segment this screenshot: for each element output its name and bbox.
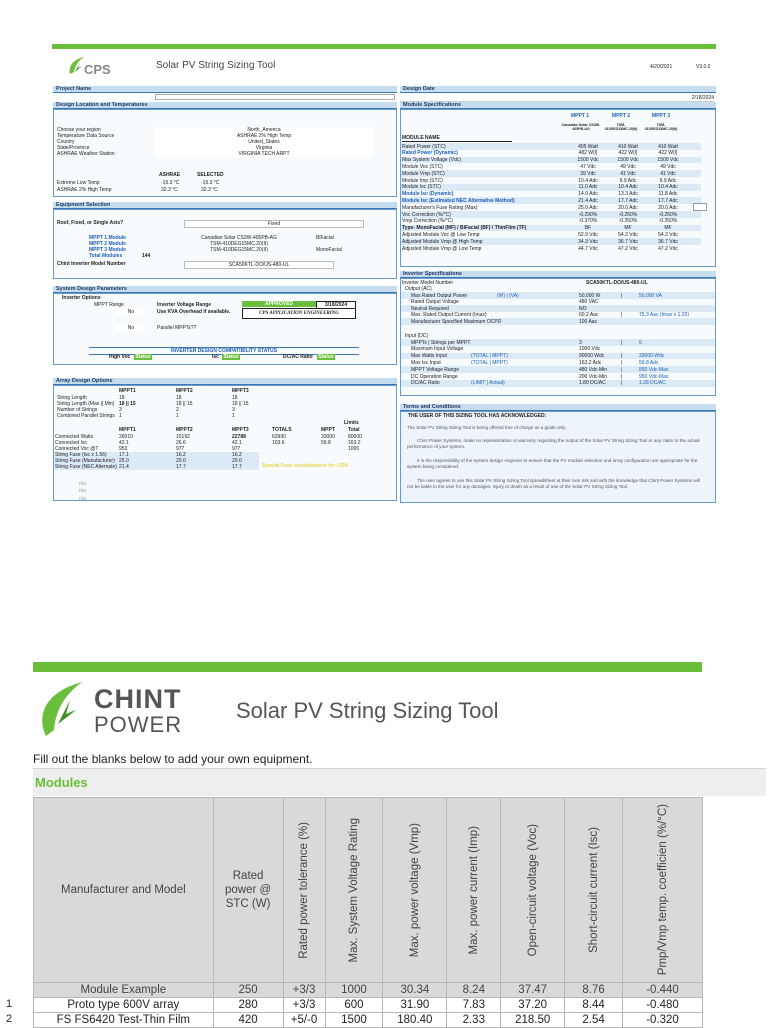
mppt2-module-select[interactable]: TSM-410DEG15MC.20(II) — [210, 241, 268, 247]
inv-ac-cell: 50,000 W — [579, 292, 601, 299]
inv-dc-cell: | — [621, 359, 623, 366]
module-spec-value: MF — [624, 225, 632, 232]
bottom-title: Solar PV String Sizing Tool — [236, 698, 499, 723]
module-spec-value: 47 Vdc — [580, 163, 596, 170]
array-col2-header: TOTALS — [272, 427, 292, 433]
module-spec-label: Module Imp (STC) — [402, 177, 443, 184]
chint-logo-line2: POWER — [94, 712, 183, 737]
inv-dc-cell: Max Watts Input — [411, 353, 447, 360]
inv-dc-cell: 480 Vdc-Min — [579, 366, 608, 373]
dcac-status: Status — [318, 354, 334, 360]
mount-select[interactable]: Fixed — [184, 220, 364, 228]
inv-dc-cell: MPPT Voltage Range — [411, 366, 459, 373]
inv-ac-cell: 100 Aac — [579, 318, 598, 325]
station-select[interactable]: VIRGINIA TECH ARPT — [154, 151, 374, 157]
module-spec-value: 49 Vdc — [620, 163, 636, 170]
array-col2-header: MPPT3 — [232, 427, 249, 433]
array-cell: String Length — [57, 395, 87, 401]
inv-ac-cell: (W) | (VA) — [497, 292, 519, 299]
module-spec-value: 1500 Vdc — [577, 157, 599, 164]
module-spec-value: 10.4 Adc — [658, 184, 678, 191]
module-cell[interactable]: 420 — [213, 1013, 283, 1028]
module-spec-value: 11.0 Adc — [578, 184, 598, 191]
module-spec-value: -0.350% — [618, 218, 638, 225]
array-cell2: 17.7 — [176, 464, 186, 470]
array-cell[interactable]: 2 — [176, 407, 179, 413]
module-cell: +3/3 — [283, 983, 325, 998]
module-spec-value: 36.7 Vdc — [658, 238, 678, 245]
module-cell: 8.24 — [447, 983, 501, 998]
modules-table — [33, 797, 703, 1028]
module-spec-value: 25.0 Adc — [578, 204, 598, 211]
modules-table-header: Manufacturer and Model Rated power @ STC (W) Rated power tolerance (%) Max. System Voltage Rating Max. power voltage (Vmp) Max. power current (Imp) Open-circuit voltage (Voc) Short-circuit current (Isc) Pmp/Vmp temp. coefficien (%/°C) — [34, 798, 703, 983]
module-spec-label: Module Voc (STC) — [402, 163, 443, 170]
mppt3-module-select[interactable]: TSM-410DEG15MC.20(II) — [210, 247, 268, 253]
inv-dc-cell: 33000 Wdc — [639, 353, 665, 360]
module-cell[interactable]: 37.20 — [501, 998, 565, 1013]
system-box: Inverter Options MPPT Range No Inverter Voltage Range Use KVA Overhead if available. APPROVED 3/18/2024 CPS APPLICATION ENGINEERING No Parallel MPPTs?? INVERTER DESIGN COMPATIBILITY STATUS High Voc Status Isc Status DC/AC Ratio Status — [53, 293, 397, 365]
cps-logo-text: CPS — [84, 62, 111, 77]
top-version: V3.0.0 — [696, 64, 711, 70]
array-col2-header: Total — [348, 427, 360, 433]
inv-dc-cell: (TOTAL | MPPT) — [471, 359, 508, 366]
project-name-input[interactable] — [155, 94, 395, 100]
module-spec-value: MF — [664, 225, 672, 232]
inv-ac-cell: 75.3 Aac (Imax x 1.25) — [639, 312, 690, 318]
module-cell[interactable]: 280 — [213, 998, 283, 1013]
module-spec-value: 410 Watt — [618, 143, 638, 150]
module-spec-value: -0.350% — [658, 218, 678, 225]
inv-dc-cell: Max Isc Input — [411, 359, 441, 366]
module-spec-value: 41 Vdc — [620, 170, 636, 177]
inv-dc-cell: | — [621, 380, 623, 387]
module-cell[interactable]: FS FS6420 Test-Thin Film — [34, 1013, 214, 1028]
bottom-green-bar — [33, 662, 702, 672]
array-cell2: 17.7 — [232, 464, 242, 470]
module-spec-value: 422 W(l) — [658, 150, 678, 157]
module-cell[interactable]: -0.480 — [623, 998, 703, 1013]
inv-ac-cell: 480 VAC — [579, 299, 599, 305]
module-spec-label: Type- MonoFacial (MF) / BiFacial (BF) / ThinFilm (TF) — [402, 225, 527, 232]
module-spec-label: Vmp Correction (%/°C) — [402, 218, 453, 225]
module-spec-value: 47.2 Vdc — [618, 245, 638, 252]
module-cell[interactable]: +3/3 — [283, 998, 325, 1013]
module-spec-value: 17.7 Adc — [658, 197, 678, 204]
inv-dc-row-bg — [401, 353, 715, 360]
array-cell2: 977 — [176, 446, 185, 452]
chint-logo — [36, 680, 186, 740]
array-cell2: 16.2 — [176, 452, 186, 458]
inv-dc-cell: MPPTs | Strings per MPPT — [411, 339, 471, 346]
array-cell[interactable]: 18 — [119, 395, 125, 401]
module-spec-value: 20.0 Adc — [618, 204, 638, 211]
module-spec-value: 13.3 Adc — [618, 191, 638, 198]
inv-ac-cell: Manufacturer Specified Maximum OCPD — [411, 318, 502, 325]
module-spec-header: Module Specifications — [400, 102, 716, 109]
inv-ac-cell: Max Rated Output Power — [411, 292, 468, 299]
location-header: Design Location and Temperatures — [53, 102, 397, 109]
design-date-input[interactable]: 2/18/2024 — [400, 95, 714, 102]
module-cell: 1000 — [325, 983, 383, 998]
module-spec-value: 54.3 Vdc — [618, 231, 638, 238]
inv-dc-cell: 1000 Vdc — [579, 346, 601, 353]
inv-ac-cell: Neutral Required — [411, 305, 449, 312]
inverter-spec-box: Inverter Model Number SCA50KTL-DO/US-480-UL Output (AC) Max Rated Output Power (W) | (VA) 50,000 W | 50,000 VA Rated Output Voltage 480 VAC Neutral Required NO Max. Rated Output Current (Imax) 60.2 Aac | 75.3 Aac (Imax x 1.25) Manufacturer Specified Maximum OCPD 100 Aac Input (DC) MPPTs | Strings per MPPT 3 | 5 Maximum Input Voltage 1000 Vdc Max Watts Input (TOTAL | MPPT) 90000 Wdc | 33000 Wdc Max Isc Input (TOTAL | MPPT) 163.2 Adc | 59.8 Adc MPPT Voltage Range 480 Vdc-Min | 850 Vdc-Max DC Operation Range 200 Vdc-Min | 950 Vdc-Max DC/AC Ratio (LIMIT | Actual) 1.80 DC/AC | 1.28 DC/AC — [400, 278, 716, 396]
array-cell2: 21.4 — [119, 464, 129, 470]
module-spec-value: -0.290% — [578, 211, 598, 218]
inv-dc-cell: | — [621, 339, 623, 346]
module-cell[interactable]: 180.40 — [383, 1013, 447, 1028]
module-cell[interactable]: 2.54 — [565, 1013, 623, 1028]
array-cell[interactable]: 1 — [119, 413, 122, 419]
array-col2-header: MPPT2 — [176, 427, 193, 433]
inv-dc-cell: 59.8 Adc — [639, 359, 659, 366]
module-spec-value: 405 Watt — [578, 143, 598, 150]
array-cell[interactable]: 18 || 15 — [176, 401, 193, 407]
module-spec-value: 9.9 Adc — [619, 177, 637, 184]
array-cell2: 103.6 — [272, 440, 285, 446]
array-cell2: 22788 — [232, 434, 246, 440]
mppt-range-select[interactable]: No — [116, 309, 146, 315]
region-select[interactable]: North_America — [154, 127, 374, 133]
inv-ac-cell: Rated Output Voltage — [411, 299, 459, 305]
equipment-box: Roof, Fixed, or Single Axis? Fixed MPPT 1 Module MPPT 2 Module MPPT 3 Module Canadian Solar CS3W-405PB-AG TSM-410DEG15MC.20(II) TSM-410DEG15MC.20(II) BiFacial MonoFacial Total Modules 144 Chint Inverter Model Number SCA50KTL-DO/US-480-UL — [53, 209, 397, 279]
array-cell2: 15192 — [176, 434, 190, 440]
inv-dc-row-bg — [401, 359, 715, 366]
inv-dc-cell: | — [621, 366, 623, 373]
state-select[interactable]: Virginia — [154, 145, 374, 151]
module-spec-label: Max System Voltage (Vdc) — [402, 157, 461, 164]
inv-ac-cell: | — [621, 292, 623, 299]
country-select[interactable]: United_States — [154, 139, 374, 145]
array-cell2: 20.0 — [232, 458, 242, 464]
array-cell2: 42.1 — [119, 440, 129, 446]
module-spec-label: Adjusted Module Vmp @ High Temp — [402, 238, 483, 245]
array-cell[interactable]: 3 — [119, 407, 122, 413]
inv-ac-cell: 50,000 VA — [639, 292, 662, 299]
module-spec-label: Manufacturer's Fuse Rating (Max) — [402, 204, 478, 211]
module-spec-value: 52.9 Vdc — [578, 231, 598, 238]
inv-dc-cell: | — [621, 373, 623, 380]
project-name-header: Project Name — [53, 86, 397, 93]
array-cell[interactable]: 18 || 15 — [232, 401, 249, 407]
isc-status: Status — [223, 354, 239, 360]
array-cell2: String Fuse (Isc x 1.56) — [55, 452, 107, 458]
module-cell[interactable]: +5/-0 — [283, 1013, 325, 1028]
array-cell2: 977 — [232, 446, 241, 452]
inv-dc-cell: 200 Vdc-Min — [579, 373, 608, 380]
module-spec-label: Rated Power (Dynamic) — [402, 150, 458, 157]
design-date-header: Design Date — [400, 86, 716, 93]
inv-dc-cell: 90000 Wdc — [579, 353, 605, 360]
array-cell2: 33000 — [321, 434, 335, 440]
array-cell2: Connected Watts — [55, 434, 94, 440]
array-cell2: 26010 — [119, 434, 133, 440]
engineering-stamp: CPS APPLICATION ENGINEERING — [242, 308, 356, 319]
inv-dc-cell: Maximum Input Voltage — [411, 346, 464, 353]
module-spec-value: 10.4 Adc — [578, 177, 598, 184]
module-spec-value: 41 Vdc — [660, 170, 676, 177]
module-row — [34, 998, 703, 1013]
array-cell: Combined Parallel Strings — [57, 413, 115, 419]
row-number: 1 — [6, 997, 13, 1010]
module-spec-value: 49 Vdc — [660, 163, 676, 170]
module-cell[interactable]: -0.320 — [623, 1013, 703, 1028]
module-spec-value: 20.0 Adc — [658, 204, 678, 211]
inv-dc-cell: DC Operation Range — [411, 373, 458, 380]
array-col2-header: MPPT1 — [119, 427, 136, 433]
location-box: Choose your region Temperature Data Source Country State/Province ASHRAE Weather Station North_America ASHRAE 2% High Temp United_States Virginia VIRGINIA TECH ARPT ASHRAE SELECTED Extreme Low Temp -15.3 °C -15.3 °C ASHRAE 2% High Temp 32.3 °C 32.3 °C — [53, 109, 397, 197]
array-cell2: 16.2 — [232, 452, 242, 458]
module-spec-value: 10.4 Adc — [618, 184, 638, 191]
module-spec-value: 1500 Vdc — [617, 157, 639, 164]
module-spec-value: 34.3 Vdc — [578, 238, 598, 245]
array-cell2: 42.1 — [232, 440, 242, 446]
module-spec-value: 44.7 Vdc — [578, 245, 598, 252]
module-spec-note-box[interactable] — [693, 203, 707, 211]
inv-dc-cell: DC/AC Ratio — [411, 380, 440, 387]
module-cell[interactable]: 600 — [325, 998, 383, 1013]
array-header: Array Design Options — [53, 378, 397, 385]
module-cell: -0.440 — [623, 983, 703, 998]
module-cell: Module Example — [34, 983, 214, 998]
array-cell: Number of Strings — [57, 407, 98, 413]
array-cell2: 25.0 — [119, 458, 129, 464]
array-cell2: 59.8 — [321, 440, 331, 446]
array-cell: String Length (Max || Min) — [57, 401, 115, 407]
module-spec-box: MPPT 1 MPPT 2 MPPT 3 Canadian Solar CS3W-405PB-AG TSM-410DEG15MC.20(II) TSM-410DEG15MC.20(II) MODULE NAME Rated Power (STC) 405 Watt 410 Watt 410 Watt Rated Power (Dynamic) 482 W(l) 422 W(l) 422 W(l) Max System Voltage (Vdc) 1500 Vdc 1500 Vdc 1500 Vdc Module Voc (STC) 47 Vdc 49 Vdc 49 Vdc Module Vmp (STC) 39 Vdc 41 Vdc 41 Vdc Module Imp (STC) 10.4 Adc 9.9 Adc 9.9 Adc Module Isc (STC) 11.0 Adc 10.4 Adc 10.4 Adc Module Isc (Dynamic) 14.0 Adc 13.3 Adc 11.8 Adc Module Isc (Estimated NEC Alternative Method) 21.4 Adc 17.7 Adc 17.7 Adc Manufacturer's Fuse Rating (Max) 25.0 Adc 20.0 Adc 20.0 Adc Voc Correction (%/°C) -0.290% -0.250% -0.250% Vmp Correction (%/°C) -0.370% -0.350% -0.350% Type- MonoFacial (MF) / BiFacial (BF) / ThinFilm (TF) BF MF MF Adjusted Module Voc @ Low Temp 52.9 Vdc 54.3 Vdc 54.3 Vdc Adjusted Module Vmp @ High Temp 34.3 Vdc 36.7 Vdc 36.7 Vdc Adjusted Module Vmp @ Low Temp 44.7 Vdc 47.2 Vdc 47.2 Vdc — [400, 109, 716, 267]
array-cell[interactable]: 1 — [232, 413, 235, 419]
module-spec-value: 21.4 Adc — [578, 197, 598, 204]
module-spec-value: 410 Watt — [658, 143, 678, 150]
module-spec-label: Module Isc (Dynamic) — [402, 191, 454, 198]
module-cell[interactable]: 8.44 — [565, 998, 623, 1013]
module-cell[interactable]: 2.33 — [447, 1013, 501, 1028]
array-cell2: 953 — [119, 446, 128, 452]
inverter-spec-header: Inverter Specifications — [400, 271, 716, 278]
module-cell: 250 — [213, 983, 283, 998]
array-cell[interactable]: 3 — [232, 407, 235, 413]
array-box: MPPT1 MPPT2 MPPT3 String Length 18 18 18 String Length (Max || Min) 18 || 15 18 || 15 18 || 15 Number of Strings 3 2 3 Combined Parallel Strings 1 1 1 Limits MPPT1 MPPT2 MPPT3 TOTALS MPPT Total Connected Watts 26010 15192 22788 63990 33000 80000 Connected Isc 42.1 26.6 42.1 103.6 59.8 163.2 Connected Voc @T 953 977 977 1000 String Fuse (Isc x 1.56) 17.1 16.2 16.2 String Fuse (Manufacturer) 25.0 20.0 20.0 String Fuse (NEC Alternate) 21.4 17.7 17.7 Special Fuse consideration for +30A n/a n/a n/a — [53, 385, 397, 501]
mppt1-module-select[interactable]: Canadian Solar CS3W-405PB-AG — [201, 235, 277, 241]
array-col2-header: MPPT — [321, 427, 335, 433]
high-voc-status: Status — [135, 354, 151, 360]
inv-dc-cell: (LIMIT | Actual) — [471, 380, 505, 387]
module-cell[interactable]: 218.50 — [501, 1013, 565, 1028]
top-title: Solar PV String Sizing Tool — [156, 60, 276, 71]
module-spec-label: Rated Power (STC) — [402, 143, 446, 150]
inv-dc-cell: 1.28 DC/AC — [639, 380, 666, 387]
module-spec-label: Adjusted Module Voc @ Low Temp — [402, 231, 480, 238]
chint-logo-line1: CHINT — [94, 684, 182, 714]
module-cell: 30.34 — [383, 983, 447, 998]
bottom-instruction: Fill out the blanks below to add your own equipment. — [33, 752, 313, 766]
module-spec-value: 36.7 Vdc — [618, 238, 638, 245]
array-cell2: 80000 — [348, 434, 362, 440]
module-spec-value: 422 W(l) — [618, 150, 638, 157]
module-spec-value: 9.9 Adc — [659, 177, 677, 184]
module-spec-value: -0.250% — [658, 211, 678, 218]
array-cell[interactable]: 18 — [176, 395, 182, 401]
module-cell: 37.47 — [501, 983, 565, 998]
module-spec-label: Module Isc (STC) — [402, 184, 441, 191]
array-cell2: 63990 — [272, 434, 286, 440]
module-spec-value: 17.7 Adc — [618, 197, 638, 204]
modules-section-header: Modules — [33, 768, 766, 796]
top-date: 4/20/2021 — [650, 64, 673, 70]
inv-ac-cell: Max. Rated Output Current (Imax) — [411, 312, 487, 318]
module-cell[interactable]: Proto type 600V array — [34, 998, 214, 1013]
module-spec-value: 482 W(l) — [578, 150, 598, 157]
inv-dc-cell: 163.2 Adc — [579, 359, 602, 366]
module-cell[interactable]: 7.83 — [447, 998, 501, 1013]
cps-logo — [66, 56, 126, 78]
array-cell2: 1000 — [348, 446, 360, 452]
inv-dc-cell: | — [621, 353, 623, 360]
module-row — [34, 1013, 703, 1028]
module-spec-value: 47.2 Vdc — [658, 245, 678, 252]
module-spec-label: Module Isc (Estimated NEC Alternative Method) — [402, 197, 515, 204]
module-spec-label: Voc Correction (%/°C) — [402, 211, 451, 218]
module-row — [34, 983, 703, 998]
top-green-bar — [52, 44, 716, 49]
inv-dc-row-bg — [401, 380, 715, 387]
terms-header: Terms and Conditions — [400, 404, 716, 411]
equipment-header: Equipment Selection — [53, 202, 397, 209]
array-cell[interactable]: 18 — [232, 395, 238, 401]
inv-ac-cell: 60.2 Aac — [579, 312, 599, 318]
module-spec-value: 39 Vdc — [580, 170, 596, 177]
inv-ac-cell: NO — [579, 305, 587, 312]
approved-badge: APPROVED — [242, 301, 316, 307]
inv-dc-cell: 5 — [639, 339, 642, 346]
module-spec-value: 54.3 Vdc — [658, 231, 678, 238]
array-cell2: 163.2 — [348, 440, 361, 446]
special-fuse-note: Special Fuse consideration for +30A — [262, 463, 349, 469]
parallel-mppt-select[interactable]: No — [116, 325, 146, 331]
array-cell[interactable]: 1 — [176, 413, 179, 419]
terms-box: THE USER OF THIS SIZING TOOL HAS ACKNOWLEDGED: The Solar PV String Sizing Tool is being offered free of charge as a guide only. Chint Power Systems, make no representation or warranty regarding the output of the Solar PV String Sizing Tool or any claim to the actual performance of your system. It is the responsibility of the system design engineer to ensure that the PV module selection and array configuration are appropriate for the system being considered. The user agrees to use this Solar PV String Sizing Tool spreadsheet at their own risk and with the knowledge that Chint Power Systems will not be liable to the user for any damages, injury or death as a result of use of the Solar PV String Sizing Tool. — [400, 411, 716, 503]
inv-dc-cell: 850 Vdc-Max — [639, 366, 669, 373]
inv-dc-cell: (TOTAL | MPPT) — [471, 353, 508, 360]
array-cell2: String Fuse (NEC Alternate) — [55, 464, 117, 470]
array-cell2: 26.6 — [176, 440, 186, 446]
module-cell: 8.76 — [565, 983, 623, 998]
inv-dc-cell: 950 Vdc-Max — [639, 373, 669, 380]
inverter-model-select[interactable]: SCA50KTL-DO/US-480-UL — [184, 261, 334, 269]
module-spec-value: 1500 Vdc — [657, 157, 679, 164]
module-spec-value: BF — [584, 225, 592, 232]
leaf-icon — [36, 680, 86, 740]
system-header: System Design Parameters — [53, 286, 397, 293]
inv-dc-cell: 3 — [579, 339, 582, 346]
inv-dc-cell: 1.80 DC/AC — [579, 380, 606, 387]
array-cell[interactable]: 18 || 15 — [119, 401, 136, 407]
module-spec-value: 14.0 Adc — [578, 191, 598, 198]
module-spec-value: -0.370% — [578, 218, 598, 225]
modules-table-body — [34, 983, 703, 1028]
array-cell2: 20.0 — [176, 458, 186, 464]
inv-ac-cell: | — [621, 312, 623, 318]
module-cell[interactable]: 31.90 — [383, 998, 447, 1013]
row-number: 2 — [6, 1013, 13, 1025]
array-cell2: 17.1 — [119, 452, 129, 458]
module-spec-label: Module Vmp (STC) — [402, 170, 445, 177]
module-spec-value: -0.250% — [618, 211, 638, 218]
module-cell[interactable]: 1500 — [325, 1013, 383, 1028]
module-spec-label: Adjusted Module Vmp @ Low Temp — [402, 245, 482, 252]
module-spec-value: 11.8 Adc — [658, 191, 678, 198]
array-cell2: Connected Voc @T — [55, 446, 99, 452]
temp-source-select[interactable]: ASHRAE 2% High Temp — [154, 133, 374, 139]
array-cell2: Connected Isc — [55, 440, 87, 446]
array-cell2: String Fuse (Manufacturer) — [55, 458, 115, 464]
